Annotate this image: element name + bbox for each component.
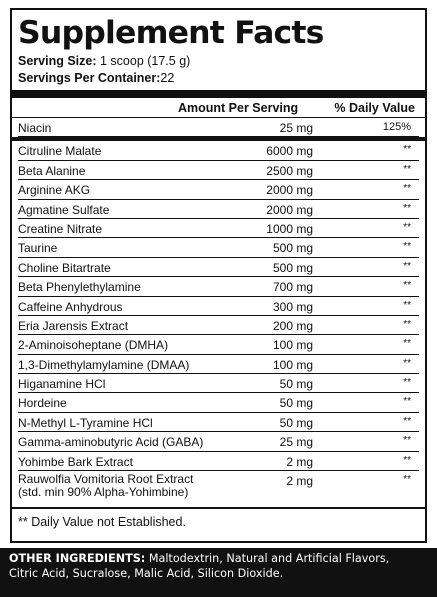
ingredient-name: Rauwolfia Vomitoria Root Extract (std. min 90% Alpha-Yohimbine)	[18, 472, 194, 499]
ingredient-name: Higanamine HCl	[18, 377, 106, 392]
header-daily-value: % Daily Value	[334, 101, 415, 115]
ingredient-daily-value: **	[403, 241, 411, 253]
ingredient-amount: 2000 mg	[266, 183, 313, 198]
ingredient-amount: 200 mg	[272, 318, 313, 333]
ingredient-daily-value: **	[403, 299, 411, 311]
ingredient-amount: 500 mg	[272, 260, 313, 275]
table-row	[18, 432, 419, 451]
ingredient-daily-value: **	[403, 163, 411, 175]
supplement-facts-panel	[10, 8, 427, 543]
other-ingredients-label: OTHER INGREDIENTS:	[9, 552, 146, 565]
ingredient-amount: 2000 mg	[266, 202, 313, 217]
table-row	[18, 258, 419, 277]
ingredient-amount: 2 mg	[286, 474, 313, 489]
ingredient-daily-value: **	[403, 377, 411, 389]
nutrient-daily-value: 125%	[382, 121, 411, 133]
ingredient-name: Beta Alanine	[18, 163, 86, 178]
other-ingredients	[0, 548, 437, 597]
ingredient-daily-value: **	[403, 318, 411, 330]
ingredient-name: Caffeine Anhydrous	[18, 299, 123, 314]
ingredient-daily-value: **	[403, 260, 411, 272]
ingredient-amount: 2 mg	[286, 454, 313, 469]
thick-divider	[12, 90, 425, 98]
ingredient-name: Gamma-aminobutyric Acid (GABA)	[18, 435, 204, 450]
table-row	[18, 335, 419, 354]
footnote-section	[12, 507, 425, 529]
ingredient-daily-value: **	[403, 338, 411, 350]
other-ingredients-text: Maltodextrin, Natural and Artificial Flavors,	[148, 552, 390, 565]
ingredient-amount: 25 mg	[279, 435, 313, 450]
table-row	[18, 297, 419, 316]
panel-title: Supplement Facts	[18, 15, 324, 51]
serving-size-label: Serving Size:	[18, 54, 97, 68]
serving-size-line	[18, 54, 419, 69]
ingredient-name: Beta Phenylethylamine	[18, 280, 141, 295]
ingredient-amount: 50 mg	[279, 415, 313, 430]
ingredient-name: Creatine Nitrate	[18, 221, 103, 236]
nutrient-name: Niacin	[18, 121, 52, 135]
table-row	[18, 161, 419, 180]
table-row	[18, 393, 419, 412]
ingredient-daily-value: **	[403, 221, 411, 233]
ingredient-name: Eria Jarensis Extract	[18, 318, 129, 333]
table-row	[18, 141, 419, 160]
ingredient-name: Taurine	[18, 241, 58, 256]
header-amount: Amount Per Serving	[178, 101, 299, 115]
ingredient-name: N-Methyl L-Tyramine HCl	[18, 415, 153, 430]
ingredient-amount: 100 mg	[272, 338, 313, 353]
ingredient-amount: 100 mg	[272, 357, 313, 372]
ingredient-amount: 50 mg	[279, 377, 313, 392]
ingredient-amount: 500 mg	[272, 241, 313, 256]
ingredient-amount: 1000 mg	[266, 221, 313, 236]
ingredient-daily-value: **	[403, 202, 411, 214]
ingredient-name: 1,3-Dimethylamylamine (DMAA)	[18, 357, 190, 372]
table-row	[18, 374, 419, 393]
table-row	[18, 316, 419, 335]
footnote: ** Daily Value not Established.	[18, 515, 186, 530]
table-row	[18, 413, 419, 432]
ingredient-daily-value: **	[403, 183, 411, 195]
ingredient-amount: 50 mg	[279, 396, 313, 411]
table-row	[18, 452, 419, 471]
table-row	[18, 200, 419, 219]
ingredient-amount: 300 mg	[272, 299, 313, 314]
ingredient-daily-value: **	[403, 415, 411, 427]
ingredient-daily-value: **	[403, 454, 411, 466]
table-row	[18, 238, 419, 257]
ingredient-rows	[18, 141, 419, 471]
nutrient-amount: 25 mg	[279, 121, 313, 135]
table-row	[18, 118, 419, 137]
table-row	[18, 471, 419, 507]
servings-per-container-line	[18, 71, 419, 86]
table-header	[18, 98, 419, 117]
ingredient-amount: 700 mg	[272, 280, 313, 295]
ingredient-name: 2-Aminoisoheptane (DMHA)	[18, 338, 169, 353]
ingredient-daily-value: **	[403, 280, 411, 292]
ingredient-name: Arginine AKG	[18, 183, 91, 198]
ingredient-name: Choline Bitartrate	[18, 260, 111, 275]
ingredient-daily-value: **	[403, 396, 411, 408]
serving-size-value: 1 scoop (17.5 g)	[99, 54, 191, 68]
table-row	[18, 277, 419, 296]
ingredient-amount: 6000 mg	[266, 144, 313, 159]
servings-per-container-value: 22	[160, 71, 175, 85]
table-row	[18, 219, 419, 238]
ingredient-amount: 2500 mg	[266, 163, 313, 178]
other-ingredients-text-2: Citric Acid, Sucralose, Malic Acid, Silicon Dioxide.	[9, 567, 284, 580]
ingredient-daily-value: **	[403, 144, 411, 156]
ingredient-name: Hordeine	[18, 396, 67, 411]
ingredient-daily-value: **	[403, 435, 411, 447]
ingredient-daily-value: **	[403, 474, 411, 486]
ingredient-name: Agmatine Sulfate	[18, 202, 110, 217]
ingredient-name: Citruline Malate	[18, 144, 102, 159]
servings-per-container-label: Servings Per Container:	[18, 71, 161, 85]
ingredient-daily-value: **	[403, 357, 411, 369]
table-row	[18, 180, 419, 199]
ingredient-name: Yohimbe Bark Extract	[18, 454, 133, 469]
table-row	[18, 355, 419, 374]
